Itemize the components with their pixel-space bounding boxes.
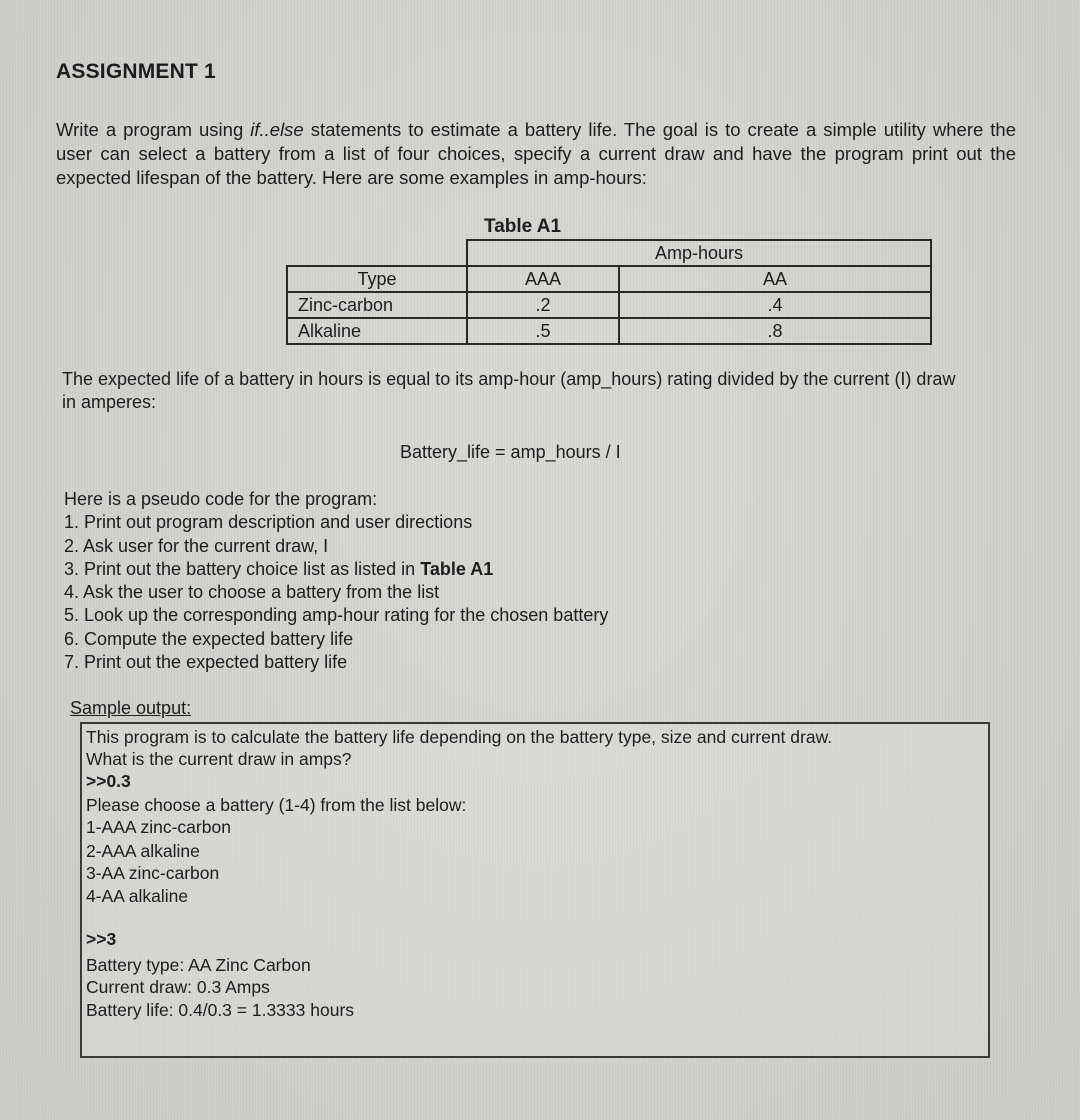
table-cell-aa: .4 [619, 292, 931, 318]
table-blank-cell [287, 240, 467, 266]
pseudo-step-3-table-ref: Table A1 [420, 558, 494, 579]
table-cell-type: Alkaline [287, 318, 467, 344]
table-aa-header: AA [619, 266, 931, 292]
table-cell-aaa: .5 [467, 318, 619, 344]
pseudo-step-7: 7. Print out the expected battery life [64, 652, 348, 673]
sample-line-option-3: 3-AA zinc-carbon [86, 863, 220, 883]
table-row [287, 318, 931, 344]
table-amp-hours-header: Amp-hours [467, 240, 931, 266]
table-cell-aa: .8 [619, 318, 931, 344]
expected-life-paragraph: The expected life of a battery in hours is equal to its amp-hour (amp_hours) rating divided by the current (I) draw in amperes: [62, 369, 956, 412]
table-group-header-row [287, 240, 931, 266]
amp-hours-table [286, 239, 932, 345]
battery-life-formula: Battery_life = amp_hours / I [400, 442, 621, 462]
pseudo-step-3-text: 3. Print out the battery choice list as listed in [64, 558, 421, 579]
table-column-header-row [287, 266, 931, 292]
sample-line-option-4: 4-AA alkaline [86, 886, 189, 906]
sample-line-option-1: 1-AAA zinc-carbon [86, 817, 231, 837]
pseudo-code-list [64, 488, 608, 674]
sample-input-choice-value: >>3 [86, 929, 117, 949]
table-cell-aaa: .2 [467, 292, 619, 318]
sample-line-current-draw: Current draw: 0.3 Amps [86, 977, 270, 997]
table-aaa-header: AAA [467, 266, 619, 292]
sample-line-description: This program is to calculate the battery life depending on the battery type, size and current draw. [86, 727, 833, 747]
table-type-header: Type [287, 266, 467, 292]
sample-line-battery-type: Battery type: AA Zinc Carbon [86, 955, 311, 975]
sample-line-input-current [86, 770, 131, 792]
table-caption: Table A1 [484, 216, 562, 237]
sample-line-prompt-current: What is the current draw in amps? [86, 749, 352, 769]
pseudo-intro: Here is a pseudo code for the program: [64, 489, 378, 509]
pseudo-step-6: 6. Compute the expected battery life [64, 628, 354, 649]
intro-text-start: Write a program using [56, 119, 251, 140]
intro-italic-keyword: if..else [250, 119, 304, 140]
assignment-heading: ASSIGNMENT 1 [56, 60, 216, 83]
pseudo-step-1: 1. Print out program description and user directions [64, 512, 473, 533]
sample-output-label: Sample output: [70, 698, 192, 718]
intro-text-end: statements to estimate a battery life. The goal is to create a simple utility where the user can select a battery from a list of four choices, specify a current draw and have the program print out the expected lifespan of the battery. Here are some examples in amp-hours: [56, 119, 1016, 188]
sample-line-battery-life: Battery life: 0.4/0.3 = 1.3333 hours [86, 1000, 355, 1020]
table-row [287, 292, 931, 318]
table-cell-type: Zinc-carbon [287, 292, 467, 318]
pseudo-step-4: 4. Ask the user to choose a battery from the list [64, 582, 440, 603]
sample-line-prompt-battery: Please choose a battery (1-4) from the list below: [86, 795, 467, 815]
sample-line-input-choice [86, 928, 116, 950]
pseudo-step-3 [64, 558, 608, 581]
sample-input-current-value: >>0.3 [86, 771, 131, 791]
sample-line-option-2: 2-AAA alkaline [86, 841, 200, 861]
pseudo-step-5: 5. Look up the corresponding amp-hour rating for the chosen battery [64, 605, 609, 626]
intro-paragraph [56, 118, 1016, 190]
pseudo-step-2: 2. Ask user for the current draw, I [64, 535, 329, 556]
